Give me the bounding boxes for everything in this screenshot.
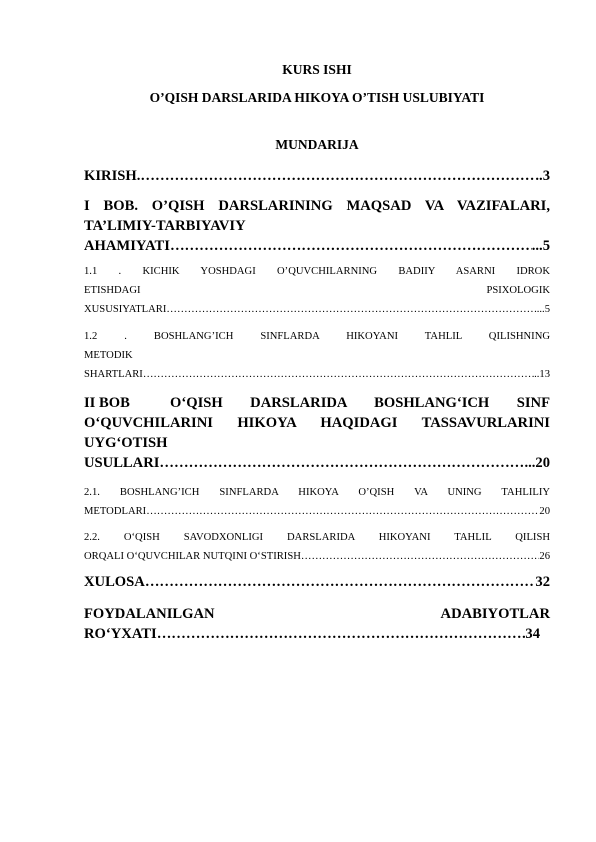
contents-heading: MUNDARIJA (275, 137, 359, 152)
toc-leader (170, 236, 532, 256)
toc-page-number: 32 (535, 574, 550, 590)
toc-title: KIRISH. (84, 168, 141, 184)
toc-title-line: II BOB (84, 395, 130, 411)
toc-leader (157, 624, 526, 644)
toc-title-line: O‘QISH DARSLARIDA BOSHLANG‘ICH SINF (170, 395, 550, 411)
toc-title: ORQALI O‘QUVCHILAR NUTQINI O‘STIRISH (84, 551, 301, 562)
toc-entry-kirish[interactable] (84, 166, 550, 186)
toc-title: RO‘YXATI (84, 626, 157, 642)
toc-page-number: ...5 (536, 304, 550, 315)
toc-entry-chapter-2[interactable] (84, 393, 550, 473)
toc-leader (159, 453, 524, 473)
toc-title: XULOSA (84, 574, 145, 590)
toc-page-number: ..13 (534, 369, 550, 380)
toc-entry-section-2-1[interactable] (84, 483, 550, 521)
toc-title-line: FOYDALANILGAN (84, 606, 215, 622)
toc-leader (301, 547, 540, 566)
toc-title: SHARTLARI (84, 369, 143, 380)
toc-page-number: 34 (525, 626, 540, 642)
toc-title-line: 1.1 . KICHIK YOSHDAGI O’QUVCHILARNING BADIIY ASARNI IDROK (84, 266, 550, 277)
toc-page-number: 26 (539, 551, 550, 562)
toc-entry-section-2-2[interactable] (84, 528, 550, 566)
toc-leader (146, 502, 539, 521)
toc-title-line: I BOB. O’QISH DARSLARINING MAQSAD VA VAZIFALARI, (84, 198, 550, 214)
toc-page-number: 20 (539, 506, 550, 517)
toc-title: METODLARI (84, 506, 147, 517)
toc-page-number: ...20 (524, 455, 550, 471)
toc-title-line: 2.2. O‘QISH SAVODXONLIGI DARSLARIDA HIKOYANI TAHLIL QILISH (84, 532, 550, 543)
toc-entry-xulosa[interactable] (84, 572, 550, 592)
toc-title: XUSUSIYATLARI (84, 304, 167, 315)
toc-title-line: 2.1. BOSHLANG’ICH SINFLARDA HIKOYA O’QISH VA UNING TAHLILIY (84, 487, 550, 498)
toc-leader (140, 166, 535, 186)
toc-entry-section-1-1[interactable] (84, 262, 550, 319)
toc-title-line: O‘QUVCHILARINI HIKOYA HAQIDAGI TASSAVURLARINI (84, 415, 550, 431)
toc-title: USULLARI (84, 455, 160, 471)
toc-leader (145, 572, 536, 592)
toc-entry-chapter-1[interactable] (84, 196, 550, 256)
toc-title: AHAMIYATI (84, 238, 170, 254)
toc-entry-bibliography[interactable] (84, 604, 550, 644)
toc-page-number: ...5 (531, 238, 550, 254)
toc-title-line: 1.2 . BOSHLANG’ICH SINFLARDA HIKOYANI TAHLIL QILISHNING (84, 331, 550, 342)
toc-title-line: TA’LIMIY-TARBIYAVIY (84, 218, 246, 234)
toc-title-line: PSIXOLOGIK (486, 285, 550, 296)
toc-leader (143, 365, 534, 384)
toc-leader (166, 300, 536, 319)
toc-page-number: ..3 (535, 168, 550, 184)
toc-title-line: ETISHDAGI (84, 285, 141, 296)
toc-title-line: UYG‘OTISH (84, 435, 168, 451)
toc-title-line: METODIK (84, 350, 133, 361)
toc-title-line: ADABIYOTLAR (440, 606, 550, 622)
document-type-heading: KURS ISHI (282, 62, 352, 77)
toc-entry-section-1-2[interactable] (84, 327, 550, 384)
document-title: O’QISH DARSLARIDA HIKOYA O’TISH USLUBIYATI (149, 90, 485, 105)
